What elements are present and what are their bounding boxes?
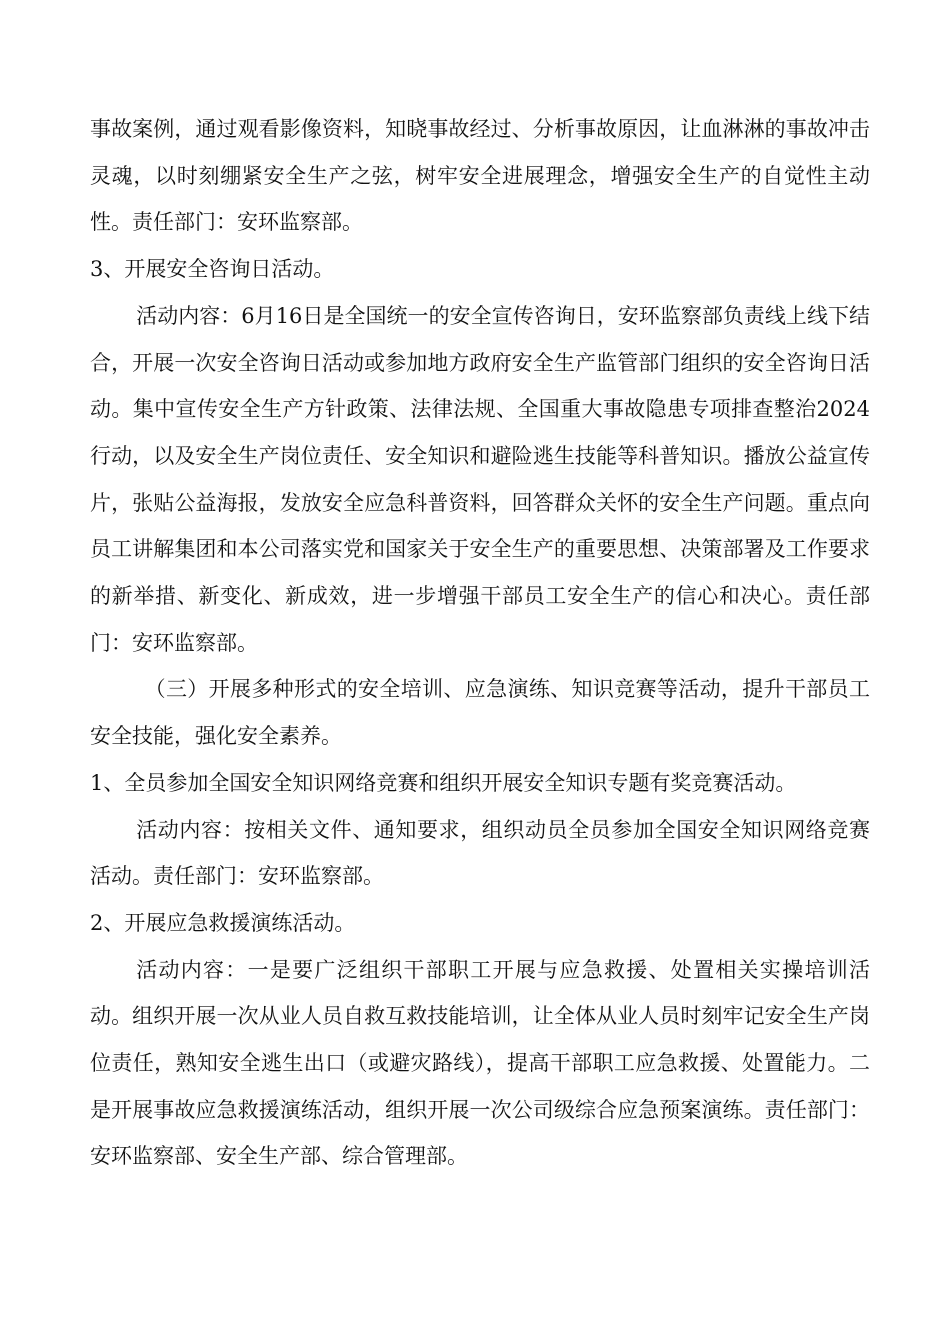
document-page bbox=[90, 106, 870, 1180]
heading-safety-consultation-day: 3、开展安全咨询日活动。 bbox=[90, 257, 335, 282]
paragraph-competition-activity: 活动内容：按相关文件、通知要求，组织动员全员参加全国安全知识网络竞赛活动。责任部门：安环监察部。 bbox=[90, 817, 870, 889]
paragraph-drill-activity: 活动内容：一是要广泛组织干部职工开展与应急救援、处置相关实操培训活动。组织开展一次从业人员自救互救技能培训，让全体从业人员时刻牢记安全生产岗位责任，熟知安全逃生出口（或避灾路线），提高干部职工应急救援、处置能力。二是开展事故应急救援演练活动，组织开展一次公司级综合应急预案演练。责任部门：安环监察部、安全生产部、综合管理部。 bbox=[90, 957, 870, 1169]
paragraph-consultation-activity: 活动内容：6月16日是全国统一的安全宣传咨询日，安环监察部负责线上线下结合，开展一次安全咨询日活动或参加地方政府安全生产监管部门组织的安全咨询日活动。集中宣传安全生产方针政策、法律法规、全国重大事故隐患专项排查整治2024行动，以及安全生产岗位责任、安全知识和避险逃生技能等科普知识。播放公益宣传片，张贴公益海报，发放安全应急科普资料，回答群众关怀的安全生产问题。重点向员工讲解集团和本公司落实党和国家关于安全生产的重要思想、决策部署及工作要求的新举措、新变化、新成效，进一步增强干部员工安全生产的信心和决心。责任部门：安环监察部。 bbox=[90, 303, 870, 655]
paragraph-accident-cases: 事故案例，通过观看影像资料，知晓事故经过、分析事故原因，让血淋淋的事故冲击灵魂，以时刻绷紧安全生产之弦，树牢安全进展理念，增强安全生产的自觉性主动性。责任部门：安环监察部。 bbox=[90, 117, 870, 235]
heading-section-three: （三）开展多种形式的安全培训、应急演练、知识竞赛等活动，提升干部员工安全技能，强化安全素养。 bbox=[90, 677, 870, 749]
heading-knowledge-competition: 1、全员参加全国安全知识网络竞赛和组织开展安全知识专题有奖竞赛活动。 bbox=[90, 770, 797, 795]
heading-emergency-drill: 2、开展应急救援演练活动。 bbox=[90, 910, 356, 935]
